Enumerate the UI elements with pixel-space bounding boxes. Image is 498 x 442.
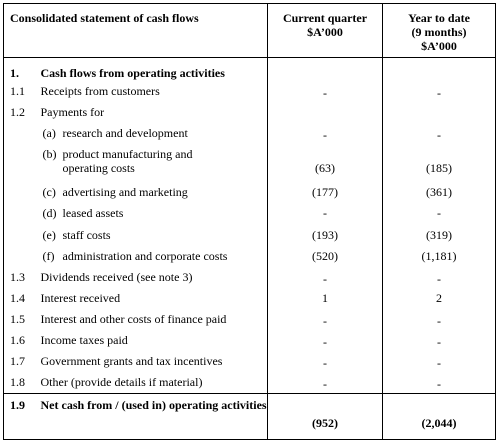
row-label: staff costs <box>62 228 111 242</box>
row-number: 1.6 <box>10 333 25 347</box>
row-label: administration and corporate costs <box>62 249 228 263</box>
current-quarter-value: 1 <box>268 287 383 308</box>
year-to-date-value: (1,181) <box>383 245 496 266</box>
table-row <box>4 371 496 393</box>
current-quarter-value: - <box>268 80 383 101</box>
table-row-total <box>4 393 496 440</box>
current-quarter-value: - <box>268 202 383 223</box>
row-label: Payments for <box>40 105 105 119</box>
year-to-date-value <box>383 58 496 81</box>
year-to-date-period: (9 months) <box>411 25 467 39</box>
year-to-date-value: (319) <box>383 223 496 245</box>
current-quarter-value: (193) <box>268 223 383 245</box>
current-quarter-value: - <box>268 329 383 350</box>
current-quarter-value: (520) <box>268 245 383 266</box>
year-to-date-value: - <box>383 80 496 101</box>
current-quarter-value: - <box>268 350 383 371</box>
statement-title: Consolidated statement of cash flows <box>4 4 268 58</box>
table-row <box>4 122 496 143</box>
table-row <box>4 266 496 287</box>
row-label: leased assets <box>62 206 124 220</box>
current-quarter-value: - <box>268 122 383 143</box>
year-to-date-value: (185) <box>383 143 496 181</box>
row-number: 1. <box>10 66 19 80</box>
table-row <box>4 181 496 202</box>
row-number: 1.7 <box>10 354 25 368</box>
year-to-date-header <box>383 4 496 58</box>
row-label: Receipts from customers <box>40 84 160 98</box>
year-to-date-value: (361) <box>383 181 496 202</box>
year-to-date-value: - <box>383 308 496 329</box>
row-number: 1.9 <box>4 393 37 440</box>
year-to-date-value: - <box>383 202 496 223</box>
row-label: Interest received <box>40 291 121 305</box>
row-number: 1.2 <box>10 105 25 119</box>
year-to-date-label: Year to date <box>408 11 470 25</box>
year-to-date-value: - <box>383 350 496 371</box>
year-to-date-value: 2 <box>383 287 496 308</box>
current-quarter-value: (952) <box>268 393 383 440</box>
row-sub-label: (c) <box>42 185 56 199</box>
row-label: Cash flows from operating activities <box>40 66 225 80</box>
year-to-date-unit: $A’000 <box>421 39 457 53</box>
row-label: advertising and marketing <box>62 185 188 199</box>
row-sub-label: (b) <box>42 147 57 161</box>
current-quarter-value: - <box>268 308 383 329</box>
table-row <box>4 58 496 81</box>
table-row <box>4 143 496 181</box>
table-row <box>4 80 496 101</box>
row-number: 1.5 <box>10 312 25 326</box>
year-to-date-value: (2,044) <box>383 393 496 440</box>
row-label: Income taxes paid <box>40 333 128 347</box>
row-number: 1.8 <box>10 375 25 389</box>
table-header-row <box>4 4 496 58</box>
table-row <box>4 329 496 350</box>
row-sub-label: (a) <box>42 126 56 140</box>
row-label: Interest and other costs of finance paid <box>40 312 227 326</box>
year-to-date-value <box>383 101 496 122</box>
row-label: Other (provide details if material) <box>40 375 203 389</box>
row-sub-label: (e) <box>42 228 56 242</box>
year-to-date-value: - <box>383 122 496 143</box>
table-row <box>4 287 496 308</box>
table-row <box>4 202 496 223</box>
table-row <box>4 223 496 245</box>
year-to-date-value: - <box>383 371 496 393</box>
year-to-date-value: - <box>383 329 496 350</box>
current-quarter-label: Current quarter <box>282 11 368 25</box>
row-number: 1.4 <box>10 291 25 305</box>
table-row <box>4 101 496 122</box>
current-quarter-header <box>268 4 383 58</box>
row-number: 1.1 <box>10 84 25 98</box>
table-row <box>4 308 496 329</box>
row-label: research and development <box>62 126 188 140</box>
current-quarter-value: (177) <box>268 181 383 202</box>
row-label: Dividends received (see note 3) <box>40 270 193 284</box>
row-sub-label: (d) <box>42 206 57 220</box>
cash-flow-table <box>3 3 496 440</box>
row-number: 1.3 <box>10 270 25 284</box>
current-quarter-value <box>268 101 383 122</box>
row-label: product manufacturing and operating costs <box>62 147 193 175</box>
current-quarter-value: - <box>268 266 383 287</box>
current-quarter-value <box>268 58 383 81</box>
row-label: Net cash from / (used in) operating activities <box>37 393 268 440</box>
year-to-date-value: - <box>383 266 496 287</box>
row-sub-label: (f) <box>42 249 55 263</box>
current-quarter-value: - <box>268 371 383 393</box>
current-quarter-unit: $A’000 <box>307 25 343 39</box>
row-label: Government grants and tax incentives <box>40 354 223 368</box>
table-row <box>4 350 496 371</box>
current-quarter-value: (63) <box>268 143 383 181</box>
table-row <box>4 245 496 266</box>
